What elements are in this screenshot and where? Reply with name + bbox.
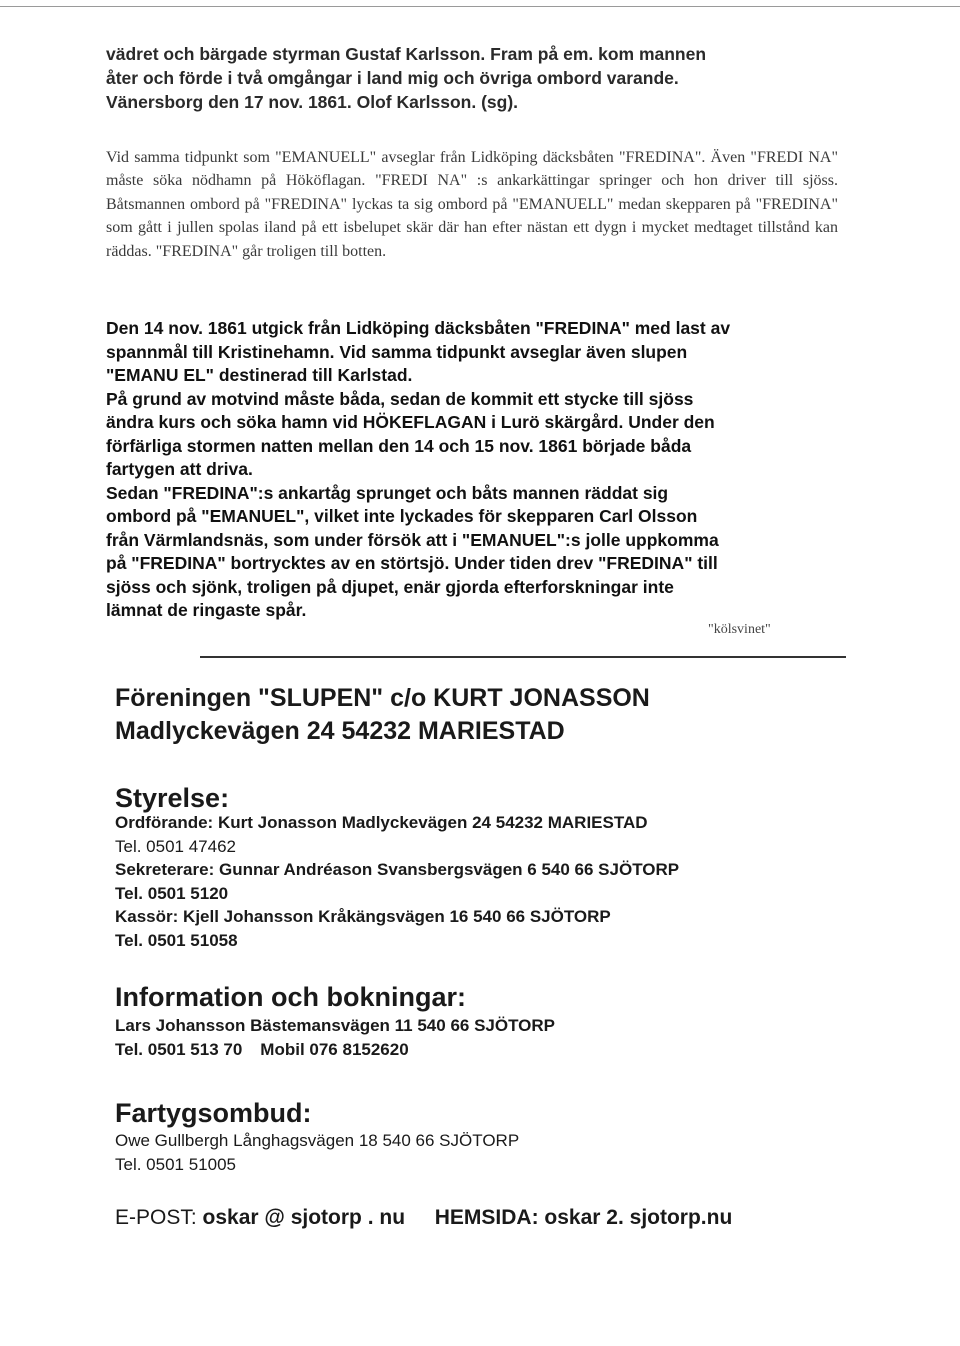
footer-contact bbox=[115, 1206, 732, 1230]
info-phone-row bbox=[115, 1038, 555, 1062]
story-p3-line: På grund av motvind måste båda, sedan de kommit ett stycke till sjöss bbox=[106, 388, 694, 409]
board-heading: Styrelse: bbox=[115, 783, 230, 813]
treasurer-label: Kassör: bbox=[115, 907, 179, 926]
story-p1-line: åter och förde i två omgångar i land mig och övriga ombord varande. bbox=[106, 68, 679, 88]
association-header bbox=[115, 682, 650, 748]
section-divider bbox=[200, 656, 846, 658]
story-paragraph-1 bbox=[106, 42, 846, 114]
treasurer-row bbox=[115, 905, 679, 929]
story-p3-line: ombord på "EMANUEL", vilket inte lyckades för skepparen Carl Olsson bbox=[106, 506, 698, 526]
signature: "kölsvinet" bbox=[708, 622, 771, 637]
info-block bbox=[115, 1014, 555, 1061]
story-p3-line: från Värmlandsnäs, som under försök att i "EMANUEL":s jolle uppkomma bbox=[106, 529, 719, 550]
chair-tel: Tel. 0501 47462 bbox=[115, 836, 236, 856]
story-p3-line: spannmål till Kristinehamn. Vid samma tidpunkt avseglar även slupen bbox=[106, 341, 688, 362]
association-address: Madlyckevägen 24 54232 MARIESTAD bbox=[115, 717, 565, 745]
story-paragraph-2: Vid samma tidpunkt som "EMANUELL" avseglar från Lidköping däcksbåten "FREDINA". Även "FREDI NA" måste söka nödhamn på Hököflagan. "FREDI NA" :s ankarkättingar springer och hon driver till sjöss. Båtsmannen ombord på "FREDINA" lyckas ta sig ombord på "EMANUELL" medan skepparen på "FREDINA" som gått i jullen spolas iland på ett isbelupet skär där han efter nästan ett dygn i mycket medtaget tillstånd kan räddas. "FREDINA" går troligen till botten. bbox=[106, 149, 838, 260]
chair-label: Ordförande: bbox=[115, 813, 214, 832]
secretary-label: Sekreterare: bbox=[115, 860, 215, 879]
story-p3-line: lämnat de ringaste spår. bbox=[106, 600, 307, 620]
treasurer-tel: Tel. 0501 51058 bbox=[115, 930, 238, 950]
email-label: E-POST: bbox=[115, 1206, 197, 1229]
association-name: Föreningen "SLUPEN" c/o KURT JONASSON bbox=[115, 684, 650, 712]
email-address[interactable]: oskar @ sjotorp . nu bbox=[202, 1206, 406, 1229]
story-p3-line: Den 14 nov. 1861 utgick från Lidköping däcksbåten "FREDINA" med last av bbox=[106, 318, 731, 338]
secretary-details: Gunnar Andréason Svansbergsvägen 6 540 66 SJÖTORP bbox=[218, 860, 680, 879]
story-p1-line: Vänersborg den 17 nov. 1861. Olof Karlsson. (sg). bbox=[106, 92, 519, 112]
story-p3-line: ändra kurs och söka hamn vid HÖKEFLAGAN i Lurö skärgård. Under den bbox=[106, 412, 715, 432]
info-mobile: Mobil 076 8152620 bbox=[260, 1039, 409, 1059]
story-p3-line: förfärliga stormen natten mellan den 14 och 15 nov. 1861 började båda bbox=[106, 435, 692, 456]
ombud-block bbox=[115, 1129, 519, 1176]
top-edge-line bbox=[0, 6, 960, 7]
secretary-tel: Tel. 0501 5120 bbox=[115, 883, 229, 903]
chair-row bbox=[115, 811, 679, 835]
ombud-contact: Owe Gullbergh Långhagsvägen 18 540 66 SJÖTORP bbox=[115, 1131, 520, 1150]
story-p3-line: Sedan "FREDINA":s ankartåg sprunget och båts mannen räddat sig bbox=[106, 482, 669, 503]
web-address[interactable]: oskar 2. sjotorp.nu bbox=[544, 1206, 733, 1229]
story-p3-line: fartygen att driva. bbox=[106, 459, 253, 479]
story-p3-line: "EMANU EL" destinerad till Karlstad. bbox=[106, 365, 413, 385]
info-heading: Information och bokningar: bbox=[115, 982, 466, 1012]
info-tel: Tel. 0501 513 70 bbox=[115, 1039, 243, 1059]
info-contact: Lars Johansson Bästemansvägen 11 540 66 SJÖTORP bbox=[115, 1016, 556, 1035]
story-paragraph-3 bbox=[106, 317, 841, 623]
board-list bbox=[115, 811, 679, 952]
story-p1-line: vädret och bärgade styrman Gustaf Karlsson. Fram på em. kom mannen bbox=[106, 44, 707, 64]
treasurer-details: Kjell Johansson Kråkängsvägen 16 540 66 SJÖTORP bbox=[183, 907, 611, 926]
story-p3-line: på "FREDINA" bortrycktes av en störtsjö. Under tiden drev "FREDINA" till bbox=[106, 553, 718, 573]
ombud-tel: Tel. 0501 51005 bbox=[115, 1154, 236, 1174]
chair-details: Kurt Jonasson Madlyckevägen 24 54232 MARIESTAD bbox=[217, 813, 648, 832]
ombud-heading: Fartygsombud: bbox=[115, 1098, 312, 1128]
secretary-row bbox=[115, 858, 679, 882]
story-p3-line: sjöss och sjönk, troligen på djupet, enär gjorda efterforskningar inte bbox=[106, 576, 674, 597]
web-label: HEMSIDA: bbox=[434, 1206, 539, 1229]
